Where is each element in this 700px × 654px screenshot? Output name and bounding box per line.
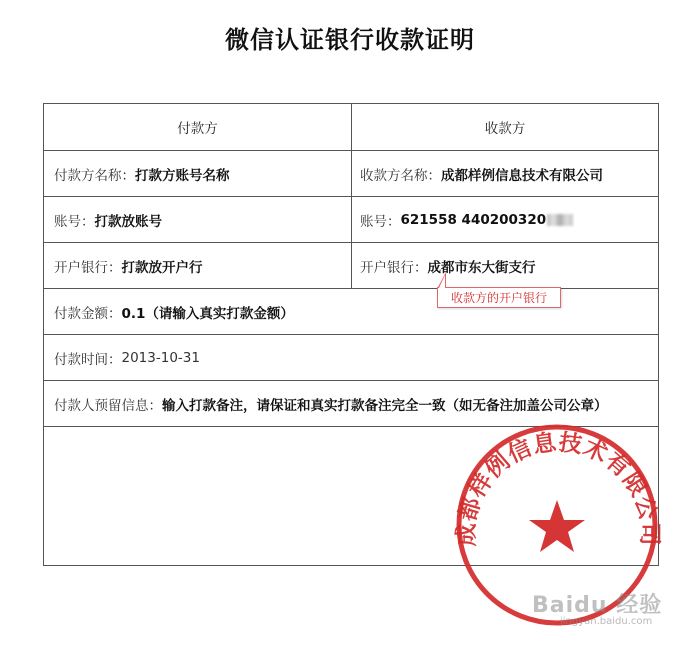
watermark-url: jingyan.baidu.com [560, 616, 653, 627]
amount-cell [44, 289, 658, 334]
time-label: 付款时间： [54, 351, 122, 368]
payee-account-label: 账号： [360, 213, 401, 230]
amount-value: 0.1（请输入真实打款金额） [121, 305, 294, 322]
seal-star-icon [529, 500, 585, 552]
table-row-time [44, 335, 658, 381]
redacted-digits [547, 214, 573, 226]
payer-name-label: 付款方名称： [54, 167, 135, 184]
amount-label: 付款金额： [54, 305, 122, 322]
payer-account-value: 打款放账号 [94, 213, 162, 230]
table-row-amount [44, 289, 658, 335]
bank-callout: 收款方的开户银行 [437, 287, 561, 308]
payee-bank-value: 成都市东大街支行 [427, 259, 536, 276]
table-row-names [44, 151, 658, 197]
payee-bank-label: 开户银行： [360, 259, 428, 276]
payer-account-cell [44, 197, 352, 242]
payer-header: 付款方 [44, 104, 352, 150]
payee-name-label: 收款方名称： [360, 167, 441, 184]
payer-name-cell [44, 151, 352, 196]
payer-name-value: 打款方账号名称 [135, 167, 230, 184]
payee-name-value: 成都样例信息技术有限公司 [441, 167, 603, 184]
seal-text: 成都样例信息技术有限公司 [453, 429, 662, 547]
payer-bank-value: 打款放开户行 [121, 259, 203, 276]
table-header-row [44, 104, 658, 151]
payer-bank-cell [44, 243, 352, 288]
note-value: 输入打款备注，请保证和真实打款备注完全一致（如无备注加盖公司公章） [162, 397, 608, 414]
payee-bank-cell [352, 243, 658, 288]
note-label: 付款人预留信息： [54, 397, 162, 414]
table-row-accounts [44, 197, 658, 243]
time-cell [44, 335, 658, 380]
table-row-banks [44, 243, 658, 289]
callout-tail-inner [439, 275, 445, 288]
payee-header: 收款方 [484, 121, 526, 137]
document-title: 微信认证银行收款证明 [225, 26, 475, 54]
payer-bank-label: 开户银行： [54, 259, 122, 276]
watermark: Baidu 经验 [532, 593, 663, 618]
payer-account-label: 账号： [54, 213, 95, 230]
payee-account-value: 621558 440200320 [400, 211, 547, 228]
payee-account-cell [352, 197, 658, 242]
payee-name-cell [352, 151, 658, 196]
time-value: 2013-10-31 [121, 349, 200, 366]
